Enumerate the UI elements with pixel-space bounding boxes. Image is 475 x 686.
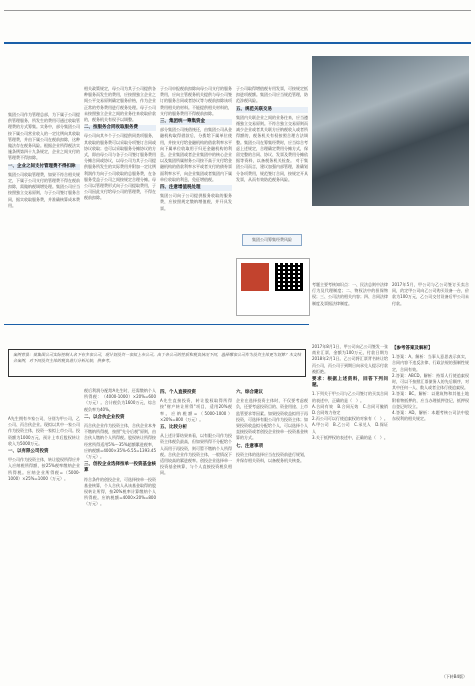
- article1-col2: 相关政策规定，母公司为其子公司提供各种服务而发生的费用，应按照独立企业之间公平交易原则确定服务价格，作为企业正常的劳务费用进行税务处理。母子公司未按照独立企业之间的业务往来收取价款的，税务机关有权予以调整。 二、按服务合同收取服务费 母公司向其多个子公司提供同类项服务，其收取的服务费可以采取分项签订合同或协议收取；也可以采取服务分摊协议的方式，即由母公司与各子公司签订服务费用分摊合同或协议，以母公司为其子公司提供服务所发生的实际费用并附加一定比例利润作为向子公司收取的总服务费，在各服务受益子公司之间按规定合理分摊。母公司以管理费形式向子公司提取费用，子公司因此支付给母公司的管理费，不得在税前扣除。: [84, 86, 156, 201]
- photo-caption: [312, 210, 469, 232]
- masthead: [4, 12, 471, 44]
- news-photo: [312, 56, 469, 206]
- article1-col1: 集团公司作为管理总部，为下属子公司提供管理服务，所发生的费用可通过收取管理费的方式筹集。实务中，部分集团公司按下属公司营业收入的一定比例向其收取管理费，并由下属公司在税前扣除，这种做法存在税务风险。根据企业所得税法实施条例第四十九条规定，企业之间支付的管理费不得扣除。 一、企业之间支付管理费不得扣除 集团公司收取管理费，如果不符合相关规定，下属子公司支付的管理费不得在税前扣除，需做纳税调增处理。集团公司应当按照独立交易原则，与子公司签订服务合同，据实收取服务费，并准确核算成本费用。: [8, 112, 80, 208]
- intro-box: 案例背景：某集团公司实际控制人名下有多家公司，现计划投资一家拟上市公司。由于各公司的性质和税负情况不同，选择哪家公司作为投资主体更为划算？本文结合案例，对不同投资主体的税负进行分析比较，供参考。: [8, 349, 306, 377]
- top-info-bar: [4, 2, 471, 11]
- qr-box: [236, 258, 310, 316]
- article2-col4: 六、综合建议 企业在选择投资主体时，不仅要考虑税负，还要考虑投资目的、资金用途、上市监管要求等因素。如果投资收益拟用于再投资，可选择有限公司作为投资主体；如果投资收益拟分配给个人，可以选择个人直接投资或者创投企业按单一投资基金核算的方式。 七、注意事项 投资主体的选择应当在投资前进行规划，并保存相关资料，以备税务机关核查。: [236, 390, 308, 464]
- section-divider: [4, 324, 309, 325]
- article2-col3: 四、个人直接投资 A先生直接投资，转让股权取得所得按"财产转让所得"项目，适用20%税率。应纳税额=（5000-1000）×20%=800（万元）。 五、比较分析 从上述计算结果来看，以有限公司作为投资主体税负最高，但如果所得不分配给个人而用于再投资，则可暂不缴纳个人所得税。合伙企业作为投资主体，一般情况下适用较高的累进税率。创投企业选择单一投资基金核算，与个人直接投资税负相同。: [160, 390, 232, 476]
- exam-col1-bottom: 2017年8月1日，甲公司向乙公司签发一张商业汇票，金额为100万元，付款日期为2018年2月1日。乙公司将汇票背书转让给丙公司，丙公司于到期日向承兑人提示付款被拒绝。 要求：根据上述资料，回答下列问题。 1.下列关于甲公司与乙公司签订的买卖合同的表述中，正确的是（ ）。 A.合同有效 B.合同无效 C.合同可撤销 D.合同效力待定 2.丙公司可以行使追索权的对象有（ ）。 A.甲公司 B.乙公司 C.承兑人 D.保证人 3.关于抵押权的表述中，正确的是（ ）。: [312, 344, 392, 440]
- ad-logo-icon: [241, 263, 269, 291]
- exam-col1-top: 考题主要考核知识点：一、民法总则中法律行为及代理制度；二、物权法中的担保物权；三、公司法的相关内容；四、合同法律制度及票据法律制度。: [312, 282, 388, 306]
- exam-col2-bottom: 【参考答案及解析】 1.答案：A。解析：当事人意思表示真实，合同内容不违反法律、行政法规的强制性规定，合同有效。 2.答案：ABCD。解析：持票人行使追索权时，可以不按照汇票债务人的先后顺序，对其中任何一人、数人或者全体行使追索权。 3.答案：BC。解析：以建筑物和其他土地附着物抵押的，应当办理抵押登记，抵押权自登记时设立。 4.答案：AD。解析：本题考核公司法中股东权利的相关规定。 （下转B4版）: [392, 346, 469, 679]
- qr-code-icon[interactable]: [275, 263, 303, 291]
- article2-col1: A先生拥有多家公司，分别为甲公司、乙公司、丙合伙企业。现拟以其中一家公司作为投资主体，投资一家拟上市公司。投资额为1000万元，预计上市后股权转让收入为5000万元。 一、以有限公司投资 甲公司作为投资主体，转让股权所得应并入应纳税所得额，按25%税率缴纳企业所得税。应纳企业所得税=（5000-1000）×25%=1000（万元）。: [8, 416, 80, 481]
- exam-col2-top: 2017年5月，甲公司与乙公司签订买卖合同，约定甲公司向乙公司购买设备一台，价款为100万元，乙公司交付设备后甲公司未付款。: [392, 282, 469, 306]
- article2-col2: 税后利润分配给A先生时，还需缴纳个人所得税：（4000-1000）×20%=600（万元）。合计税负为1600万元，综合税负率为40%。 二、以合伙企业投资 丙合伙企业作为投资主体，合伙企业本身不缴纳所得税，按照"先分后税"原则，由合伙人缴纳个人所得税。股权转让所得按经营所得适用5%～35%超额累进税率，应纳税额=4000×35%-6.55=1393.45（万元）。 三、创投企业选择按单一投资基金核算 符合条件的创投企业，可选择按单一投资基金核算，个人合伙人从该基金取得的股权转让所得，按20%税率计算缴纳个人所得税。应纳税额=4000×20%=800（万元）。: [84, 388, 157, 507]
- article1-col3: 子公司申报税前扣除向母公司支付的服务费用，应向主管税务机关提供与母公司签订的服务合同或者协议等与税前扣除该项费用相关的材料。不能提供相关材料的，支付的服务费用不得税前扣除。 三、集团统一筹集资金 部分集团公司统借统还，由集团公司从金融机构取得借款后，分拨给下属单位使用，并按支付给金融机构的借款利率水平向下属单位收取用于归还金融机构的利息。企业集团或者企业集团中的核心企业以及集团所属财务公司按不高于支付给金融机构的借款利率水平或者支付的债券票面利率水平，向企业集团或者集团内下属单位收取的利息，免征增值税。 四、注意增值税处理 集团公司向子公司提供服务收取的服务费，应按照规定缴纳增值税，并开具发票。: [160, 86, 232, 211]
- article1-col4: 子公司取得增值税专用发票，可按规定抵扣进项税额。集团公司应当规范管理，防范涉税风险。 五、规范关联交易 集团内关联企业之间的业务往来，应当遵循独立交易原则。不符合独立交易原则而减少企业或者其关联方应纳税收入或者所得额的，税务机关有权按照合理方法调整。集团公司在筹集经费时，应当综合考虑上述规定，合理确定费用分摊方式，保留完整的合同、协议、发票及费用分摊依据等资料，以备税务机关检查。 集团公司筹集经费风险 对于集团公司而言，建议加强内部管理，准确划分各项费用，规范签订合同，按规定开具发票，从而有效防范税务风险。: [236, 86, 308, 312]
